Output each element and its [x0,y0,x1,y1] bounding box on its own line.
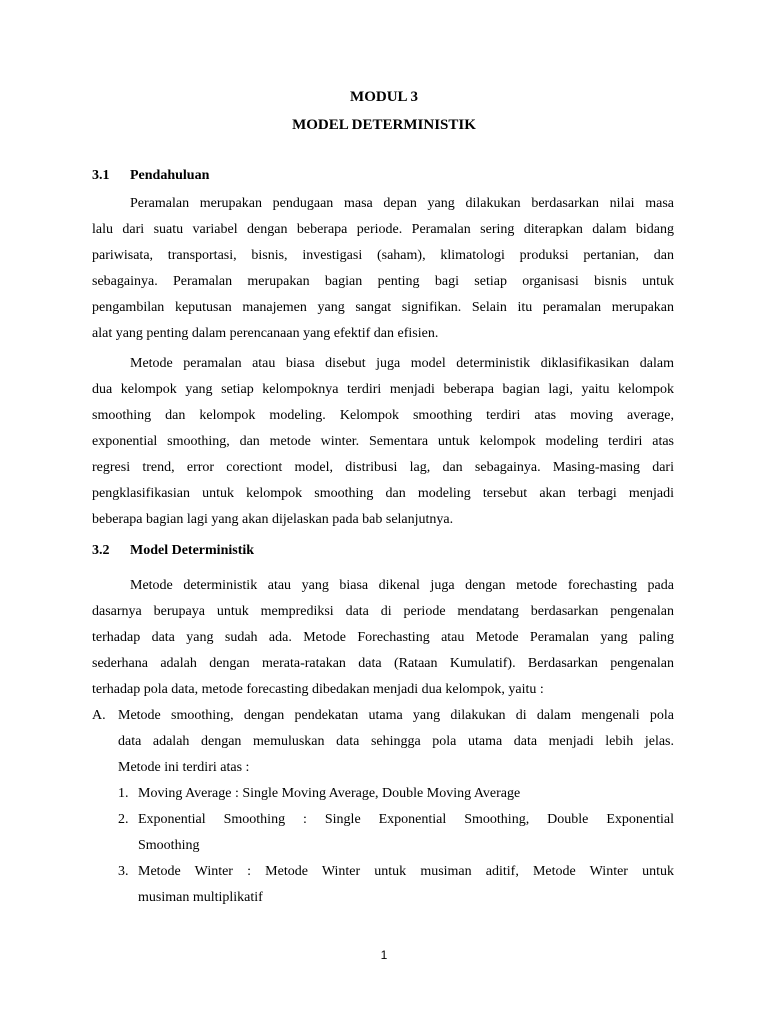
list-line: Exponential Smoothing : Single Exponential Smoothing, Double Exponential [138,812,674,827]
section-title: Model Deterministik [130,543,255,558]
sub-list-item [118,807,674,859]
section-heading-3-1 [92,167,209,185]
paragraph-model-deterministik [92,573,674,703]
list-marker: 1. [118,786,129,801]
section-title: Pendahuluan [130,168,210,183]
sub-list-item [118,859,674,911]
list-line: Metode ini terdiri atas : [118,760,250,775]
paragraph-line: regresi trend, error corectiont model, distribusi lag, dan sebagainya. Masing-masing dari [92,460,674,475]
page-number: 1 [380,948,388,962]
section-heading-3-2 [92,542,254,560]
sub-list-item [118,781,674,807]
list-item-a [92,703,674,911]
paragraph-pendahuluan-2 [92,351,674,533]
paragraph-line: pengambilan keputusan manajemen yang sangat signifikan. Selain itu peramalan merupakan [92,300,674,315]
paragraph-line: alat yang penting dalam perencanaan yang efektif dan efisien. [92,326,439,341]
paragraph-line: Peramalan merupakan pendugaan masa depan yang dilakukan berdasarkan nilai masa [130,196,674,211]
paragraph-line: terhadap data yang sudah ada. Metode Forechasting atau Metode Peramalan yang paling [92,630,674,645]
list-line: Moving Average : Single Moving Average, Double Moving Average [138,786,521,801]
list-line: data adalah dengan memuluskan data sehingga pola utama data menjadi lebih jelas. [118,734,674,749]
list-line: Metode Winter : Metode Winter untuk musiman aditif, Metode Winter untuk [138,864,674,879]
list-line: musiman multiplikatif [138,890,263,905]
list-marker: 2. [118,812,129,827]
paragraph-line: dua kelompok yang setiap kelompoknya terdiri menjadi beberapa bagian lagi, yaitu kelompok [92,382,674,397]
paragraph-line: beberapa bagian lagi yang akan dijelaskan pada bab selanjutnya. [92,512,454,527]
paragraph-line: pengklasifikasian untuk kelompok smoothing dan modeling tersebut akan terbagi menjadi [92,486,674,501]
sub-list [118,781,674,911]
list-line: Smoothing [138,838,200,853]
module-label: MODUL 3 [350,89,418,105]
paragraph-line: exponential smoothing, dan metode winter. Sementara untuk kelompok modeling terdiri atas [92,434,674,449]
paragraph-line: Metode deterministik atau yang biasa dikenal juga dengan metode forechasting pada [130,578,674,593]
paragraph-line: dasarnya berupaya untuk memprediksi data di periode mendatang berdasarkan pengenalan [92,604,674,619]
section-number: 3.1 [92,168,110,183]
list-line: Metode smoothing, dengan pendekatan utama yang dilakukan di dalam mengenali pola [118,708,674,723]
paragraph-line: sebagainya. Peramalan merupakan bagian penting bagi setiap organisasi bisnis untuk [92,274,674,289]
list-marker: 3. [118,864,129,879]
section-number: 3.2 [92,543,110,558]
paragraph-line: lalu dari suatu variabel dengan beberapa periode. Peramalan sering diterapkan dalam bidang [92,222,674,237]
paragraph-pendahuluan-1 [92,191,674,347]
paragraph-line: smoothing dan kelompok modeling. Kelompok smoothing terdiri atas moving average, [92,408,674,423]
paragraph-line: terhadap pola data, metode forecasting dibedakan menjadi dua kelompok, yaitu : [92,682,544,697]
paragraph-line: Metode peramalan atau biasa disebut juga model deterministik diklasifikasikan dalam [130,356,674,371]
paragraph-line: sederhana adalah dengan merata-ratakan data (Rataan Kumulatif). Berdasarkan pengenalan [92,656,674,671]
list-marker: A. [92,708,106,723]
method-list [92,703,674,911]
page-title: MODEL DETERMINISTIK [292,117,476,133]
paragraph-line: pariwisata, transportasi, bisnis, investigasi (saham), klimatologi produksi pertanian, dan [92,248,674,263]
